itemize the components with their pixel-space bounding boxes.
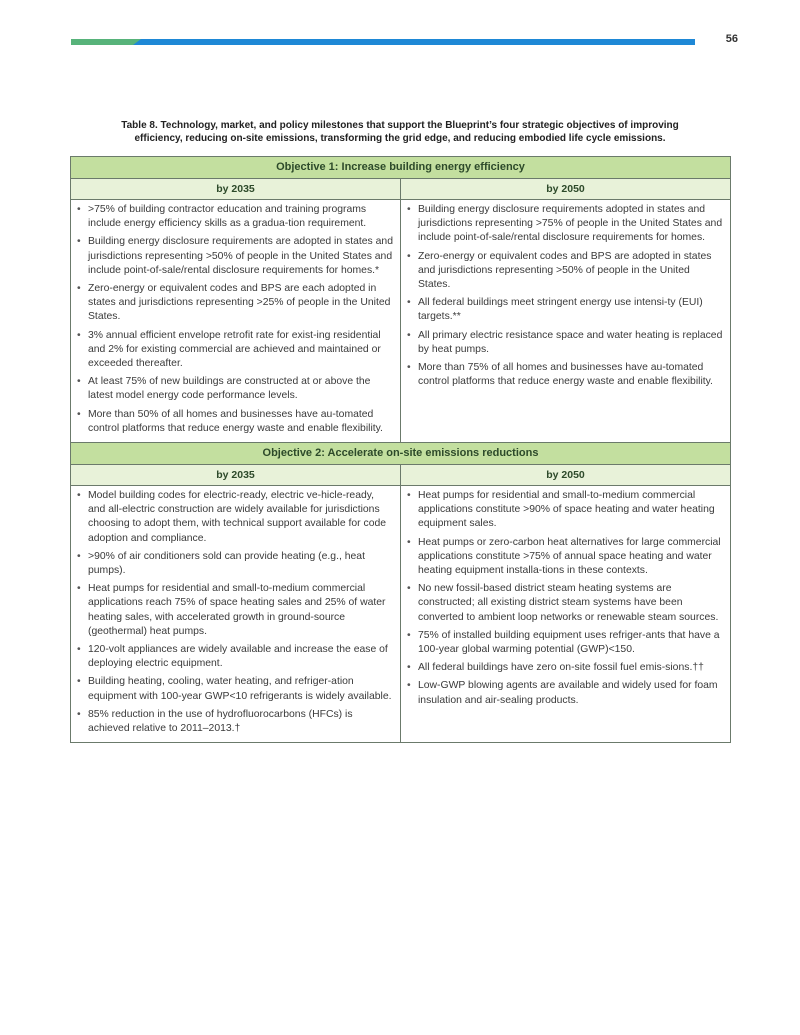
objective-2-col-2050: by 2050 — [401, 465, 731, 486]
accent-bar-green — [71, 39, 141, 45]
list-item: • >90% of air conditioners sold can provide heating (e.g., heat pumps). — [88, 550, 394, 578]
list-item: • Heat pumps for residential and small-to-medium commercial applications reach 75% of space heating sales and 25% of water heating sales, with accelerated growth in ground-source (geothermal) heat pumps. — [88, 582, 394, 639]
list-item: • More than 75% of all homes and businesses have au-tomated control platforms that reduce energy waste and enable flexibility. — [418, 361, 724, 389]
list-item: • Building heating, cooling, water heating, and refriger-ation equipment with 100-year GWP<10 refrigerants is widely available. — [88, 675, 394, 703]
list-item: • Zero-energy or equivalent codes and BPS are adopted in states and jurisdictions representing >50% of people in the United States. — [418, 250, 724, 293]
objective-1-2035-list — [71, 200, 400, 442]
list-item: • All primary electric resistance space and water heating is replaced by heat pumps. — [418, 329, 724, 357]
header-accent-bar — [71, 39, 695, 45]
table-caption — [75, 119, 725, 145]
objective-1-2050-cell — [401, 200, 731, 443]
list-item: • Heat pumps or zero-carbon heat alternatives for large commercial applications constitute >75% of annual space heating and water heating equipment installa-tions in these contexts. — [418, 536, 724, 579]
caption-line-1: Table 8. Technology, market, and policy milestones that support the Blueprint’s four strategic objectives of improving — [121, 120, 679, 131]
list-item: • Model building codes for electric-ready, electric ve-hicle-ready, and all-electric construction are widely available for jurisdictions choosing to adopt them, with technical support available for code adoption and compliance. — [88, 489, 394, 546]
list-item: • Low-GWP blowing agents are available and widely used for foam insulation and air-sealing products. — [418, 679, 724, 707]
list-item: • Heat pumps for residential and small-to-medium commercial applications constitute >90% of space heating and water heating equipment sales. — [418, 489, 724, 532]
objective-1-col-2035: by 2035 — [71, 179, 401, 200]
caption-line-2: efficiency, reducing on-site emissions, transforming the grid edge, and reducing embodied life cycle emissions. — [134, 133, 666, 144]
list-item: • At least 75% of new buildings are constructed at or above the latest model energy code performance levels. — [88, 375, 394, 403]
objective-1-2050-list — [401, 200, 730, 395]
objective-1-heading: Objective 1: Increase building energy efficiency — [71, 157, 731, 179]
objective-2-heading: Objective 2: Accelerate on-site emissions reductions — [71, 443, 731, 465]
accent-bar-blue — [133, 39, 695, 45]
list-item: • Building energy disclosure requirements adopted in states and jurisdictions representing >75% of people in the United States and include point-of-sale/rental disclosure requirements for homes. — [418, 203, 724, 246]
list-item: • More than 50% of all homes and businesses have au-tomated control platforms that reduce energy waste and enable flexibility. — [88, 408, 394, 436]
list-item: • 3% annual efficient envelope retrofit rate for exist-ing residential and 2% for existing commercial are achieved and maintained or exceeded thereafter. — [88, 329, 394, 372]
list-item: • 85% reduction in the use of hydrofluorocarbons (HFCs) is achieved relative to 2011–2013.† — [88, 708, 394, 736]
list-item: • Zero-energy or equivalent codes and BPS are each adopted in states and jurisdictions representing >25% of people in the United States. — [88, 282, 394, 325]
list-item: • Building energy disclosure requirements are adopted in states and jurisdictions representing >50% of people in the United States and include point-of-sale/rental disclosure requirements for homes.* — [88, 235, 394, 278]
objective-2-2035-list — [71, 486, 400, 742]
list-item: • All federal buildings meet stringent energy use intensi-ty (EUI) targets.** — [418, 296, 724, 324]
objective-1-2035-cell — [71, 200, 401, 443]
objective-2-2035-cell — [71, 486, 401, 743]
milestones-table — [70, 156, 731, 743]
list-item: • No new fossil-based district steam heating systems are constructed; all existing district steam systems have been converted to ambient loop networks or renewable steam sources. — [418, 582, 724, 625]
list-item: • 75% of installed building equipment uses refriger-ants that have a 100-year global warming potential (GWP)<150. — [418, 629, 724, 657]
list-item: • 120-volt appliances are widely available and increase the ease of deploying electric equipment. — [88, 643, 394, 671]
objective-2-2050-list — [401, 486, 730, 714]
list-item: • All federal buildings have zero on-site fossil fuel emis-sions.†† — [418, 661, 724, 675]
objective-1-col-2050: by 2050 — [401, 179, 731, 200]
page-number: 56 — [725, 33, 738, 45]
list-item: • >75% of building contractor education and training programs include energy efficiency skills as a gradua-tion requirement. — [88, 203, 394, 231]
objective-2-col-2035: by 2035 — [71, 465, 401, 486]
objective-2-2050-cell — [401, 486, 731, 743]
